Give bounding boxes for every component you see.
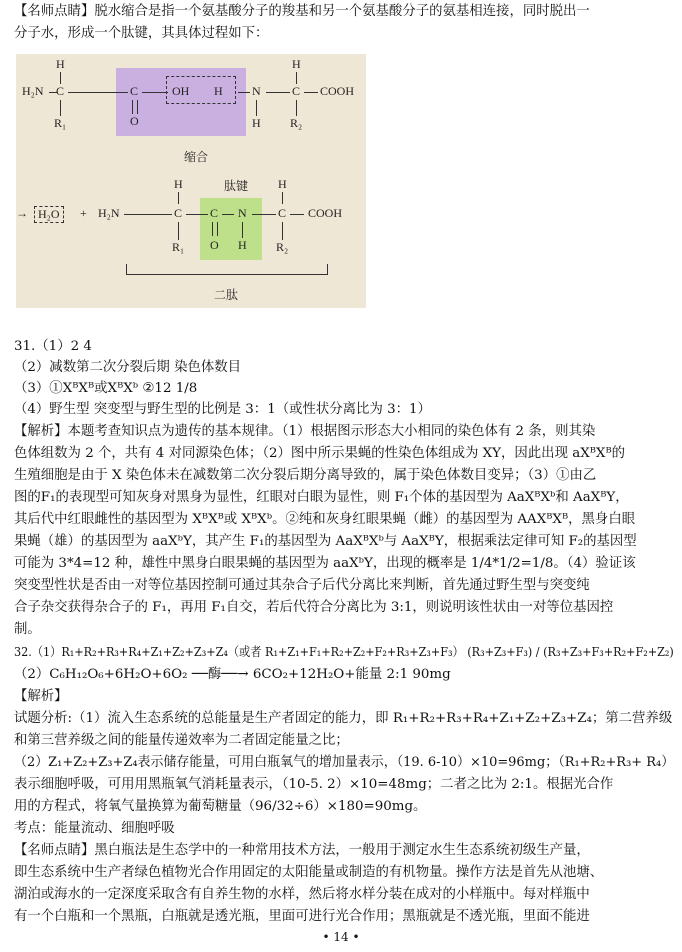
intro-line-1: 【名师点睛】脱水缩合是指一个氨基酸分子的羧基和另一个氨基酸分子的氨基相连接，同时脱出一 bbox=[14, 4, 590, 19]
bottom-r2: R₂ bbox=[276, 240, 289, 254]
q31-line: 31.（1）2 4 bbox=[14, 339, 92, 354]
q31-line: 制。 bbox=[14, 622, 41, 637]
q32-line: 32.（1）R₁+R₂+R₃+R₄+Z₁+Z₂+Z₃+Z₄（或者 R₁+Z₁+F₁+R₂+Z₂+F₂+R₃+Z₃+F₃） (R₃+Z₃+F₃) / (R₃+Z₃+F₃+R₂+F₂+Z₂) bbox=[14, 644, 674, 659]
q32-line: 和第三营养级之间的能量传递效率为二者固定能量之比； bbox=[14, 733, 349, 748]
q31-line: 图的F₁的表现型可知灰身对黑身为显性，红眼对白眼为显性，则 F₁个体的基因型为 AaXᴮXᵇ和 AaXᴮY， bbox=[14, 490, 629, 505]
top-c3: C bbox=[292, 84, 301, 98]
condense-label: 缩合 bbox=[184, 150, 209, 164]
bottom-plus: + bbox=[80, 206, 87, 220]
bottom-n: N bbox=[238, 206, 247, 220]
arrow-icon: → bbox=[16, 206, 28, 220]
bottom-c2: C bbox=[210, 206, 219, 220]
condensation-diagram bbox=[16, 54, 366, 308]
peptide-bond-label: 肽键 bbox=[224, 179, 249, 193]
bottom-c1: C bbox=[174, 206, 183, 220]
top-r1: R₁ bbox=[54, 116, 67, 130]
q32-line: 用的方程式，将氧气量换算为葡萄糖量（96/32÷6）×180=90mg。 bbox=[14, 799, 427, 814]
bottom-r1: R₁ bbox=[172, 240, 185, 254]
q31-line: （3）①XᴮXᴮ或XᴮXᵇ ②12 1/8 bbox=[14, 381, 198, 396]
q32-line: 即生态系统中生产者绿色植物光合作用固定的太阳能量或制造的有机物量。操作方法是首先从池塘、 bbox=[14, 865, 604, 880]
bottom-o: O bbox=[210, 238, 219, 252]
q32-line: 表示细胞呼吸，可用用黑瓶氧气消耗量表示，（10-5. 2）×10=48mg；二者之比为 2:1。根据光合作 bbox=[14, 777, 614, 792]
top-n: N bbox=[252, 84, 261, 98]
q31-line: 合子杂交获得杂合子的 F₁，再用 F₁自交，若后代符合分离比为 3:1，则说明该性状由一对等位基因控 bbox=[14, 600, 614, 615]
q32-line: 有一个白瓶和一个黑瓶，白瓶就是透光瓶，里面可进行光合作用；黑瓶就是不透光瓶，里面不能进 bbox=[14, 909, 590, 924]
top-r2: R₂ bbox=[290, 116, 303, 130]
q31-line: （2）减数第二次分裂后期 染色体数目 bbox=[14, 360, 242, 375]
bottom-h-n: H bbox=[238, 238, 247, 252]
q31-line: 果蝇（雄）的基因型为 aaXᵇY，其产生 F₁的基因型为 AaXᴮXᵇ与 AaXᴮY，根据乘法定律可知 F₂的基因型 bbox=[14, 534, 637, 549]
bottom-h2: H bbox=[278, 177, 287, 191]
top-oh: OH bbox=[172, 84, 190, 98]
page-number: • 14 • bbox=[322, 930, 360, 944]
top-h: H bbox=[214, 84, 223, 98]
q32-line: 湖泊或海水的一定深度采取含有自养生物的水样，然后将水样分装在成对的小样瓶中。每对样瓶中 bbox=[14, 887, 590, 902]
q32-line: （2）C₆H₁₂O₆+6H₂O+6O₂ ──酶──→ 6CO₂+12H₂O+能量 2:1 90mg bbox=[14, 667, 451, 682]
top-h1: H bbox=[56, 57, 65, 71]
dipeptide-label: 二肽 bbox=[214, 288, 239, 302]
q31-line: 可能为 3*4=12 种，雄性中黑身白眼果蝇的基因型为 aaXᵇY，出现的概率是 1/4*1/2=1/8。（4）验证该 bbox=[14, 556, 636, 571]
q32-line: （2）Z₁+Z₂+Z₃+Z₄表示储存能量，可用白瓶氧气的增加量表示，（19. 6-10）×10=96mg；（R₁+R₂+R₃+ R₄） bbox=[14, 755, 675, 770]
top-h2n: H₂N bbox=[22, 84, 44, 98]
q31-line: 生殖细胞是由于 X 染色体未在减数第二次分裂后期分离导致的，属于染色体数目变异；（3）①由乙 bbox=[14, 468, 597, 483]
q32-line: 【解析】 bbox=[14, 689, 68, 704]
bottom-h2n: H₂N bbox=[98, 206, 120, 220]
q31-line: 其后代中红眼雌性的基因型为 XᴮXᴮ或 XᴮXᵇ。②纯和灰身红眼果蝇（雌）的基因型为 AAXᴮXᴮ，黑身白眼 bbox=[14, 512, 636, 527]
bottom-water: H₂O bbox=[34, 206, 64, 223]
intro-line-2: 分子水，形成一个肽键，其具体过程如下： bbox=[14, 26, 269, 41]
q31-line: （4）野生型 突变型与野生型的比例是 3：1（或性状分离比为 3：1） bbox=[14, 402, 431, 417]
q31-line: 色体组数为 2 个，共有 4 对同源染色体；（2）图中所示果蝇的性染色体组成为 XY，因此出现 aXᴮXᴮ的 bbox=[14, 446, 626, 461]
bottom-c3: C bbox=[278, 206, 287, 220]
top-c2: C bbox=[130, 84, 139, 98]
q32-line: 试题分析:（1）流入生态系统的总能量是生产者固定的能力，即 R₁+R₂+R₃+R₄+Z₁+Z₂+Z₃+Z₄；第二营养级 bbox=[14, 711, 673, 726]
q32-line: 【名师点睛】黑白瓶法是生态学中的一种常用技术方法，一般用于测定水生生态系统初级生产量， bbox=[14, 843, 590, 858]
bottom-h1: H bbox=[174, 177, 183, 191]
q32-line: 考点：能量流动、细胞呼吸 bbox=[14, 821, 175, 836]
top-c1: C bbox=[56, 84, 65, 98]
q31-line: 突变型性状是否由一对等位基因控制可通过其杂合子后代分离比来判断，首先通过野生型与突变纯 bbox=[14, 578, 590, 593]
top-cooh: COOH bbox=[320, 84, 355, 98]
bottom-cooh: COOH bbox=[308, 206, 343, 220]
top-h-n: H bbox=[252, 116, 261, 130]
top-h2: H bbox=[292, 57, 301, 71]
top-o: O bbox=[130, 114, 139, 128]
q31-line: 【解析】本题考查知识点为遗传的基本规律。（1）根据图示形态大小相同的染色体有 2 条，则其染 bbox=[14, 424, 596, 439]
